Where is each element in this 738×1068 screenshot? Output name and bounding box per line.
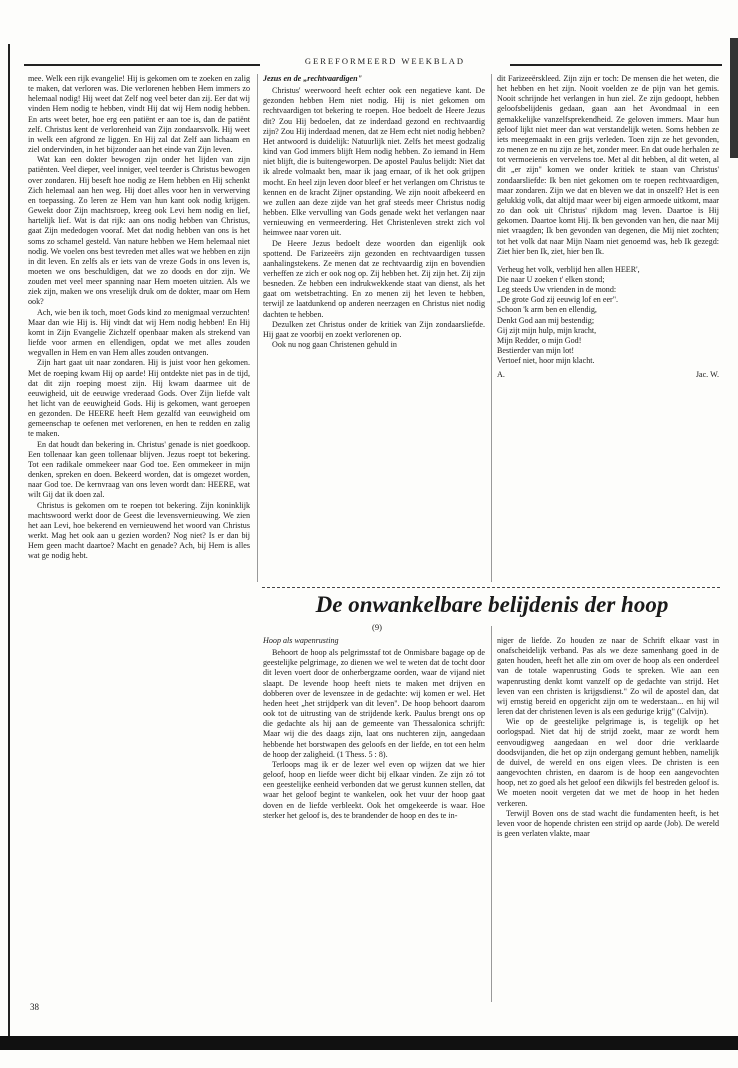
signature-author: Jac. W. (695, 370, 719, 380)
article2-column-right (497, 636, 719, 1002)
poem-line: Vertoef niet, hoor mijn klacht. (497, 356, 595, 366)
article2-column-left (263, 636, 485, 1002)
paragraph: Dezulken zet Christus onder de kritiek van Zijn zondaarsliefde. Hij gaat ze voorbij en zoekt verlorenen op. (263, 319, 485, 339)
paragraph: Zijn hart gaat uit naar zondaren. Hij is juist voor hen gekomen. Met de roeping kwam Hij op aarde! Hij ontdekte niet pas in de tijd, dat dit zijn roeping moest zijn. Hij kwam daarmee uit de eeuwigheid, uit de eeuwige vrederaad Gods. Over Zijn liefde valt het licht van de eeuwigheid Gods. Hij is gekomen, want geroepen en gezonden. De HEERE heeft Hem gezalfd van eeuwigheid om gemeenschap te oefenen met verlorenen, en hen te redden en zalig te maken. (28, 358, 250, 439)
column-divider (257, 74, 258, 582)
poem-line: Leg steeds Uw vrienden in de mond: (497, 285, 617, 295)
column-divider (491, 74, 492, 582)
left-page-edge (8, 44, 10, 1044)
paragraph: niger de liefde. Zo houden ze naar de Schrift elkaar vast in onafscheidelijk verband. Pas als we deze samenhang goed in de gaten houden, heeft het alle zin om over de hoop als een onderdeel van de totale wapenrusting Gods te spreken. Wie aan een wapenrusting denkt komt vanzelf op de gedachte van strijd. Het leven van een christen is krijgsdienst." Zo wil de apostel dan, dat wij ernstig bereid en opgericht zijn om te wederstaan... en hij wil leren dat der christenen leven is als een gedurige krijg" (Calvijn). (497, 636, 719, 717)
header-rule-left (24, 64, 260, 66)
signature-initial: A. (497, 370, 505, 380)
article-title: De onwankelbare belijdenis der hoop (315, 592, 669, 617)
column-2 (263, 74, 485, 582)
poem-line: Denkt God aan mij bestendig; (497, 315, 595, 325)
poem-line: Bestierder van mijn lot! (497, 346, 575, 356)
article-separator (262, 587, 720, 588)
scan-bottom-band (0, 1036, 738, 1050)
paragraph: De Heere Jezus bedoelt deze woorden dan eigenlijk ook spottend. De Farizeeërs zijn gezonden en rechtvaardigen tussen aanhalingstekens. Ze menen dat ze rechtvaardig zijn en bovendien verheffen ze zich er ook nog op. Zij hebben het. Zij zijn het. Zij zijn besneden. Ze hebben een indrukwekkende staat van dienst, als het gaat om wetsbetrachting. En zo menen zij het leven te hebben, terwijl ze laatdunkend op anderen neerzagen en Christus niet nodig dachten te hebben. (263, 238, 485, 319)
poem-line: Gij zijt mijn hulp, mijn kracht, (497, 325, 597, 335)
paragraph: Ook nu nog gaan Christenen gehuld in (272, 340, 397, 350)
paragraph: En dat houdt dan bekering in. Christus' genade is niet goedkoop. Een tollenaar kan geen tollenaar blijven. Jezus roept tot bekering. Tot een radikale ommekeer naar God toe. Een ommekeer in mijn denken, spreken en doen. Bekeerd worden, dat is omgezet worden, naar God toe. De kernvraag van ons leven wordt dan: HEERE, wat wilt Gij dat ik doen zal. (28, 439, 250, 500)
paragraph: Terwijl Boven ons de stad wacht die fundamenten heeft, is het leven voor de hopende christen een strijd op aarde (Job). De wereld is geen verlaten vlakte, maar (497, 808, 719, 838)
poem-line: Die naar U zoeken t' elken stond; (497, 274, 605, 284)
paragraph: Christus' weerwoord heeft echter ook een negatieve kant. De gezonden hebben Hem niet nodig. Hij is niet gekomen om rechtvaardigen tot bekering te roepen. Hoe bedoelt de Heere Jezus dit? Zou Hij bedoelen, dat ze inderdaad gezond en rechtvaardig zijn? Zou Hij inderdaad menen, dat ze Hem echt niet nodig hebben? Het antwoord is duidelijk: Natuurlijk niet. Zelfs het meest godzalig kind van God immers blijft Hem nodig hebben. Zo iemand in Hem niet blijft, die is buitengeworpen. De apostel Paulus belijdt: Niet dat ik alrede volmaakt ben, maar ik jaag ernaar, of ik het ook grijpen mocht. En heel zijn leven door bleef er het verlangen om Christus te kennen en de kracht Zijner opstanding. We zijn nooit afbekeerd en we zullen aan deze zijde van het graf steeds meer Christus nodig hebben. Elke vervulling van Gods genade wekt het verlangen naar vernieuwing en vermeerdering. Het Christenleven strekt zich vol heimwee naar voren uit. (263, 86, 485, 238)
header-rule-right (510, 64, 722, 66)
poem-line: „De grote God zij eeuwig lof en eer". (497, 295, 619, 305)
section-subhead: Jezus en de „rechtvaardigen" (263, 74, 363, 83)
paragraph: Behoort de hoop als pelgrimsstaf tot de Onmisbare bagage op de geestelijke pelgrimage, zo dienen we wel te weten dat de tocht door dit leven voert door de onherbergzame oorden, waar de vijand niet slaapt. De levende hoop heeft niets te maken met drijven en dobberen over de levenszee in de gedachte: wij komen er wel. Het heden heet „het strijdperk van dit leven". De hoop behoort daarom ook tot de uitrusting van de strijdende kerk. Paulus brengt ons op die gedachte als hij aan de gemeente van Thessalonica schrijft: Maar wij die des daags zijn, laat ons nuchteren zijn, aangedaan hebbende het borstwapen des geloofs en der liefde, en tot een helm de hoop der zaligheid. (1 Thess. 5 : 8). (263, 648, 485, 759)
column-divider (491, 626, 492, 1002)
right-page-edge (730, 38, 738, 158)
page-number: 38 (30, 1002, 39, 1012)
poem-line: Schoon 'k arm ben en ellendig, (497, 305, 597, 315)
column-3 (497, 74, 719, 582)
paragraph: dit Farizeeërskleed. Zijn zijn er toch: De mensen die het weten, die het hebben en het zijn. Nooit voelden ze de pijn van het gemis. Nooit schrijnde het verlangen in hun ziel. Ze zijn gedoopt, hebben geloofsbelijdenis gedaan, gaan aan het Avondmaal in een gemakkelijke vanzelfsprekendheid. Ze geloven immers. Maar hun geloof lijkt niet meer dan wat verstandelijk weten. Soms hebben ze iets meegemaakt in een grijs verleden. Toen zijn ze het gevonden, zo menen ze en nu zijn ze het, zonder meer. En dat oude herhalen ze tot vermoeienis en vervelens toe. Met al dit hebben, al dit weten, al dit „er zijn" komen we onder kritiek te staan van Christus' zondaarsliefde: Ik ben niet gekomen om te roepen rechtvaardigen, maar zondaren. Zijn we dat en bleven we dat in onszelf? Het is een gelukkig volk, dat altijd maar weer bij eigen armoede uitkomt, maar zo dan ook uit Christus' rijkdom mag leven. Daartoe is Hij gekomen. Daartoe komt Hij. Ik ben gevonden van hen, die naar Mij niet vraagden; Ik ben gevonden van degenen, die Mij niet zochten; tot het volk dat naar Mijn Naam niet genoemd was, heb Ik gezegd: Ziet hier ben Ik, ziet, hier ben Ik. (497, 74, 719, 256)
paragraph: Ach, wie ben ik toch, moet Gods kind zo menigmaal verzuchten! Maar dan wie Hij is. Hij vindt dat wij Hem nodig hebben! En Hij komt in Zijn Evangelie Zichzelf openbaar maken als strekend van liefde voor armen en ellendigen, opdat we met alles zouden wegvallen in Hem en van Hem alles zouden ontvangen. (28, 307, 250, 358)
signature (497, 370, 719, 380)
article-number: (9) (372, 622, 382, 632)
column-1 (28, 74, 250, 994)
article-subhead: Hoop als wapenrusting (263, 636, 339, 645)
paragraph: Wie op de geestelijke pelgrimage is, is tegelijk op het oorlogspad. Niet dat hij de strijd zoekt, maar ze wordt hem eenvoudigweg aangedaan en wel door drie verklaarde doodsvijanden, die het op zijn ondergang gemunt hebben, namelijk de duivel, de wereld en ons eigen vlees. De christen is een aangevochten christen, en daarom is de hoop een aangevochten hoop, net zo goed als het geloof een dikwijls fel bestreden geloof is. We moeten nooit vergeten dat we met de hoop in het heden verkeren. (497, 717, 719, 808)
paragraph: Wat kan een dokter bewogen zijn onder het lijden van zijn patiënten. Veel dieper, veel inniger, veel teerder is Christus bewogen over zondaren. Hij beseft hoe nodig ze Hem hebben en Hij schenkt Zich helemaal aan hen weg. Hij doet alles voor hen in verwerving en toepassing. Zo leren ze Hem van hun kant ook nodig krijgen. Gewekt door Zijn machtsroep, kreeg ook Levi hem nodig en lief, hartelijk lief. Wat is dat rijk: aan ons nodig hebben van Christus, gaat Zijn mededogen vooraf. Met dat nodig hebben van ons is het soms zo schamel gesteld. Van nature hebben we Hem helemaal niet nodig. We voelen ons best tevreden met alles wat we hebben en zijn in dit leven. En zelfs als er iets van de vreze Gods in ons leven is, moeten we ons beschuldigen, dat we zo doods en dor zijn. We zouden met veel meer spanning naar Hem moeten uitzien. Als we ziek zijn, maken we ons vreselijk druk om de dokter, maar om Hem ook? (28, 155, 250, 307)
paragraph: Christus is gekomen om te roepen tot bekering. Zijn koninklijk machtswoord werkt door de Geest die levensvernieuwing. We zien het aan Levi, hoe bekerend en vernieuwend het woord van Christus werkt. Mag het ook aan u gezien worden? Nog niet? Is er dan bij Hem geen macht daartoe? Macht en genade? Ach, bij Hem is alles wat ge nodig hebt. (28, 500, 250, 561)
paragraph: Terloops mag ik er de lezer wel even op wijzen dat we hier geloof, hoop en liefde weer dicht bij elkaar vinden. Ze zijn zó tot een geestelijke eenheid verbonden dat we gerust kunnen stellen, dat waar het geloof begint te wankelen, ook het vuur der hoop gaat doven en de liefde verbleekt. Ook het omgekeerde is waar. Hoe sterker het geloof is, des te brandender de hoop en des te in- (263, 759, 485, 820)
paragraph: mee. Welk een rijk evangelie! Hij is gekomen om te zoeken en zalig te maken, dat verloren was. Die verlorenen hebben Hem immers zo helemaal nodig! Hij weet dat Zelf nog veel beter dan zij. Eer dat wij vinden Hem nodig te hebben, vindt Hij dat wij Hem nodig hebben. En arts weet beter, hoe erg een patiënt er aan toe is, dan de patiënt zelf. Christus kent de verlorenheid van Zijn zondaarsvolk. Hij weet in welk een afgrond ze liggen. En Hij zal dat Zelf aan lichaam en ziel ondervinden, in het bijzonder aan het einde van Zijn leven. (28, 74, 250, 155)
poem-line: Mijn Redder, o mijn God! (497, 335, 582, 345)
running-head: GEREFORMEERD WEEKBLAD (304, 56, 466, 66)
poem-line: Verheug het volk, verblijd hen allen HEER', (497, 264, 640, 274)
psalm-verse (497, 265, 719, 367)
